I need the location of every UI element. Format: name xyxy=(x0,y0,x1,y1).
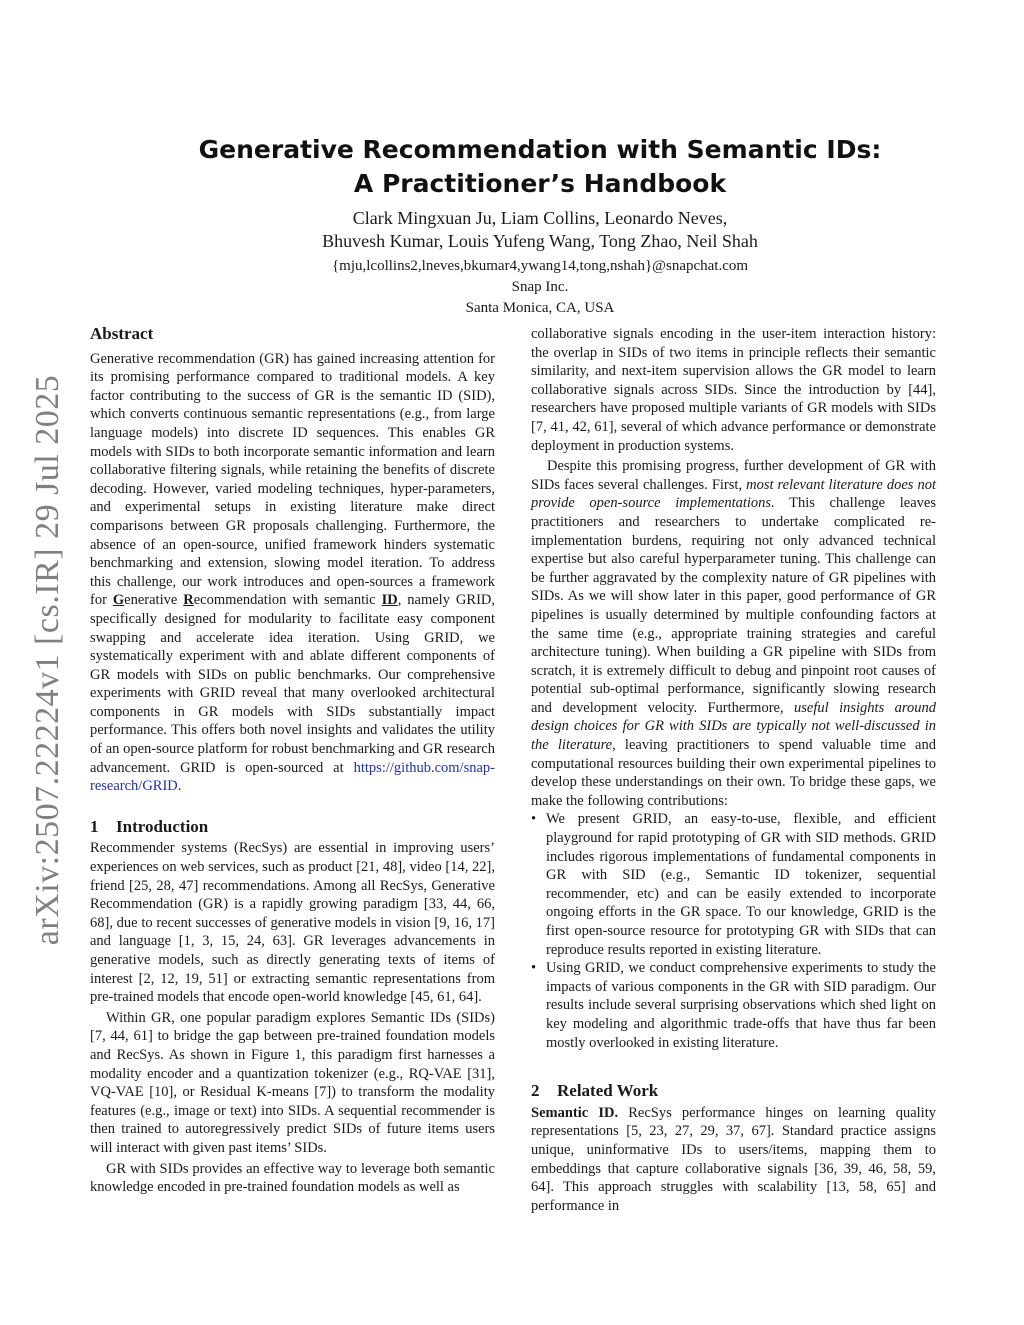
authors-line-1: Clark Mingxuan Ju, Liam Collins, Leonardo Neves, xyxy=(352,208,728,228)
authors-line-2: Bhuvesh Kumar, Louis Yufeng Wang, Tong Zhao, Neil Shah xyxy=(322,231,758,251)
paper-title xyxy=(140,133,940,201)
related-title: Related Work xyxy=(557,1081,659,1101)
abstract-text-end: . xyxy=(177,778,182,795)
related-work-heading xyxy=(531,1082,936,1101)
arxiv-stamp: arXiv:2507.22224v1 [cs.IR] 29 Jul 2025 xyxy=(29,374,66,946)
abstract-g-letter: G xyxy=(112,592,125,609)
author-list xyxy=(140,207,940,253)
intro-paragraph-1: Recommender systems (RecSys) are essential in improving users’ experiences on web services, such as product [21, 48], video [14, 22], friend [25, 28, 47] recommendations. Among all RecSys, Generative Recommendation (GR) is a rapidly growing paradigm [33, 44, 66, 68], due to recent successes of generative models in vision [9, 16, 17] and language [1, 3, 15, 24, 63]. GR leverages advancements in generative models, such as directly generating texts of items of interest [2, 12, 19, 51] or extracting semantic representations from pre-trained models that encode open-world knowledge [45, 61, 64]. xyxy=(90,840,495,1006)
author-location: Santa Monica, CA, USA xyxy=(465,300,615,316)
p4-emphasis-2: useful insights around design choices for GR with SIDs are typically not well-discussed in the literature xyxy=(531,699,936,754)
abstract-text-a: Generative recommendation (GR) has gained increasing attention for its promising performance compared to traditional models. A key factor contributing to the success of GR is the semantic ID (SID), which converts continuous semantic representations (e.g., from large language models) into discrete ID sequences. This enables GR models with SIDs to both incorporate semantic information and learn collaborative filtering signals, while retaining the benefits of discrete decoding. However, varied modeling techniques, hyper-parameters, and experimental setups in existing literature make direct comparisons between GR proposals challenging. Furthermore, the absence of an open-source, unified framework hinders systematic benchmarking and extension, slowing model iteration. To address this challenge, our work introduces and open-sources a framework for xyxy=(90,350,495,609)
intro-heading xyxy=(90,818,495,837)
abstract-r-letter: R xyxy=(183,592,194,609)
affiliation xyxy=(140,256,940,319)
intro-paragraph-3: GR with SIDs provides an effective way to leverage both semantic knowledge encoded in pre-trained foundation models as well as xyxy=(90,1160,495,1196)
related-work-paragraph xyxy=(531,1104,936,1216)
paper-header xyxy=(140,133,940,319)
abstract-text xyxy=(90,350,495,796)
p4-text-c: , leaving practitioners to spend valuable time and computational resources building their own experimental pipelines to develop these understandings on their own. To bridge these gaps, we make the following contributions: xyxy=(531,737,936,809)
author-org: Snap Inc. xyxy=(511,279,569,295)
p4-text-a: Despite this promising progress, further development of GR with SIDs faces several challenges. First, xyxy=(531,458,936,493)
intro-paragraph-4 xyxy=(531,457,936,810)
github-link[interactable]: https://github.com/snap-research/GRID xyxy=(90,759,495,795)
abstract-text-b: , namely GRID, specifically designed for modularity to facilitate easy component swapping and accelerate idea iteration. Using GRID, we systematically experiment with and ablate different components of GR models with SIDs on public benchmarks. Our comprehensive experiments with GRID reveal that many overlooked architectural components in GR models with SIDs substantially impact performance. This offers both novel insights and validates the utility of an open-source platform for robust benchmarking and GR research advancement. GRID is open-sourced at xyxy=(90,592,495,776)
abstract-id-letters: ID xyxy=(381,592,398,609)
contribution-item: • Using GRID, we conduct comprehensive experiments to study the impacts of various components in the GR with SID paradigm. Our results include several surprising observations which shed light on key modeling and algorithmic trade-offs that have thus far been mostly overlooked in existing literature. xyxy=(531,959,936,1052)
abstract-enerative: enerative xyxy=(124,592,184,609)
intro-paragraph-2: Within GR, one popular paradigm explores Semantic IDs (SIDs) [7, 44, 61] to bridge the gap between pre-trained foundation models and RecSys. As shown in Figure 1, this paradigm first harnesses a modality encoder and a quantization tokenizer (e.g., RQ-VAE [31], VQ-VAE [10], or Residual K-means [7]) to transform the modality features (e.g., image or text) into SIDs. A sequential recommender is then trained to autoregressively predict SIDs of future items users will interact with given past items’ SIDs. xyxy=(90,1009,495,1156)
semantic-id-runin: Semantic ID. xyxy=(531,1104,619,1121)
author-emails: {mju,lcollins2,lneves,bkumar4,ywang14,tong,nshah}@snapchat.com xyxy=(331,258,749,274)
title-line-1: Generative Recommendation with Semantic IDs: xyxy=(198,135,882,164)
abstract-ecommendation: ecommendation with semantic xyxy=(193,592,382,609)
contribution-item: • We present GRID, an easy-to-use, flexible, and efficient playground for rapid prototyping of GR with SID methods. GRID includes rigorous implementations of fundamental components in GR with SID (e.g., Semantic ID tokenizer, sequential recommender, etc) and can be easily extended to incorporate ongoing efforts in the GR space. To our knowledge, GRID is the first open-source resource for prototyping GR with SIDs that can reproduce results reported in existing literature. xyxy=(531,810,936,959)
intro-paragraph-3-continued: collaborative signals encoding in the user-item interaction history: the overlap in SIDs of two items in principle reflects their semantic similarity, and next-item supervision allows the GR model to learn collaborative signals across SIDs. Since the introduction by [44], researchers have proposed multiple variants of GR models with SIDs [7, 41, 42, 61], several of which advance performance or demonstrate deployment in production systems. xyxy=(531,326,936,454)
related-number: 2 xyxy=(531,1081,540,1101)
intro-number: 1 xyxy=(90,816,99,836)
left-column xyxy=(90,325,495,1197)
right-column xyxy=(531,325,936,1215)
title-line-2: A Practitioner’s Handbook xyxy=(353,169,727,198)
abstract-heading: Abstract xyxy=(90,324,154,343)
contribution-list xyxy=(531,810,936,1052)
p4-emphasis-1: most relevant literature does not provide open-source implementations. xyxy=(531,476,936,512)
intro-title: Introduction xyxy=(116,816,209,836)
related-text: RecSys performance hinges on learning quality representations [5, 23, 27, 29, 37, 67]. Standard practice assigns unique, uninformative IDs to users/items, mapping them to embeddings that capture collaborative signals [36, 39, 46, 58, 59, 64]. This approach struggles with scalability [13, 58, 65] and performance in xyxy=(531,1104,936,1214)
p4-text-b: This challenge leaves practitioners and researchers to undertake complicated re-implementation burdens, requiring not only advanced technical expertise but also careful hyperparameter tuning. This challenge can be further aggravated by the complexity nature of GR pipelines with SIDs. As we will show later in this paper, good performance of GR pipelines is usually determined by multiple confounding factors at the same time (e.g., appropriate training strategies and careful architecture tuning). When building a GR pipeline with SIDs from scratch, it is extremely difficult to debug and pinpoint root causes of potential sub-optimal performance, significantly slowing research and development velocity. Furthermore, xyxy=(531,495,936,716)
